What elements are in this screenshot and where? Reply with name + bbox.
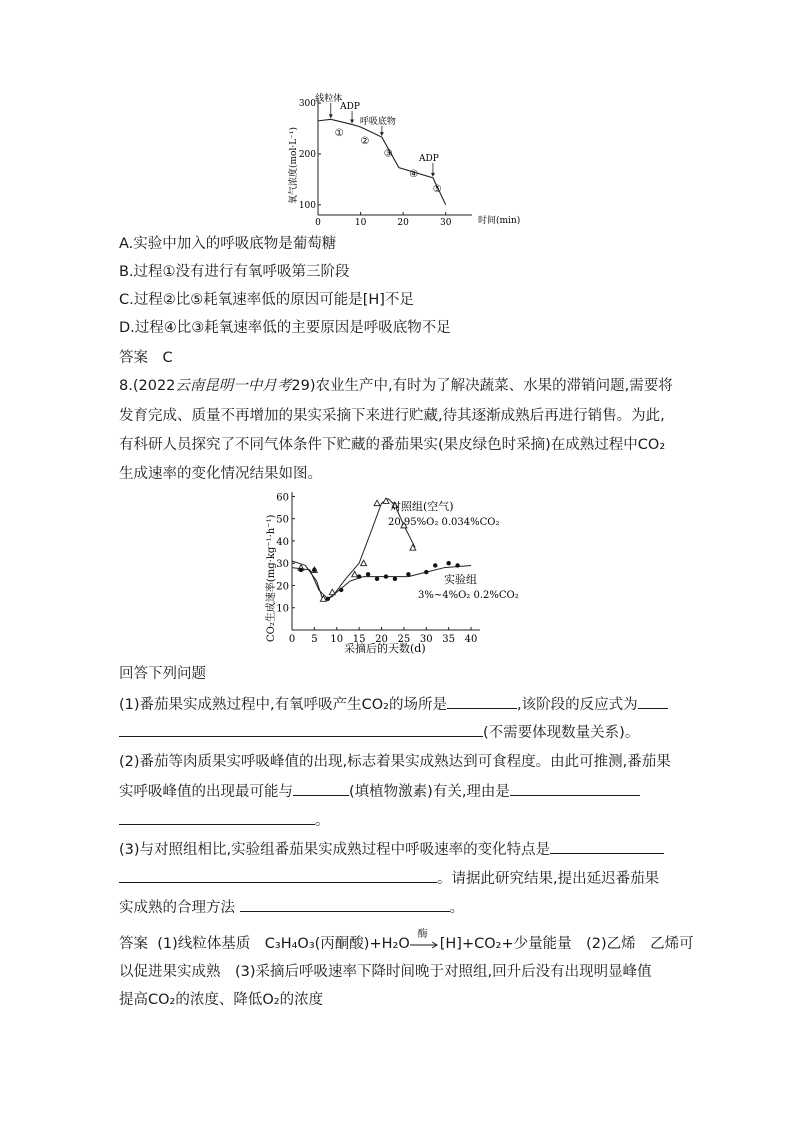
experiment-point (339, 588, 343, 592)
y-tick-label: 200 (298, 149, 316, 160)
option-c: C.过程②比⑤耗氧速率低的原因可能是[H]不足 (119, 292, 414, 308)
question-3-line3 (119, 897, 464, 918)
answer-blank-5[interactable] (510, 781, 640, 796)
x-tick-label: 30 (419, 634, 433, 645)
y-tick-label: 300 (298, 99, 316, 110)
annotation-arrowhead (380, 132, 384, 136)
question-8-line1-rest: 29)农业生产中,有时为了解决蔬菜、水果的滞销问题,需要将 (291, 378, 673, 394)
annotation-label: 呼吸底物 (359, 117, 396, 127)
x-tick-label: 25 (397, 634, 411, 645)
answer-8-part1: (1)线粒体基质 C₃H₄O₃(丙酮酸)+H₂O (157, 936, 410, 952)
experiment-point (446, 561, 450, 565)
question-3-line1 (119, 839, 664, 860)
x-tick-label: 30 (439, 218, 452, 228)
answer-blank-1[interactable] (447, 694, 517, 709)
x-tick-label: 10 (330, 634, 344, 645)
x-tick-label: 20 (397, 218, 409, 228)
question-8-line2: 发育完成、质量不再增加的果实采摘下来进行贮藏,待其逐渐成熟后再进行销售。为此, (119, 408, 665, 424)
x-tick-label: 20 (375, 634, 388, 645)
question-2-text-b: 实呼吸峰值的出现最可能与 (119, 784, 293, 800)
experiment-point (375, 577, 379, 581)
y-tick-label: 10 (276, 603, 289, 615)
question-1-line1 (119, 694, 668, 715)
control-legend-condition: 20.95%O₂ 0.034%CO₂ (388, 517, 500, 528)
experiment-point (393, 577, 397, 581)
question-2-line1: (2)番茄等肉质果实呼吸峰值的出现,标志着果实成熟达到可食程度。由此可推测,番茄果 (119, 754, 671, 770)
experiment-point (299, 568, 303, 572)
experiment-legend-name: 实验组 (444, 573, 477, 586)
annotation-arrowhead (350, 119, 354, 123)
oxygen-chart-marks (315, 92, 445, 205)
segment-label: ④ (409, 168, 419, 180)
x-tick-label: 0 (288, 634, 296, 645)
annotation-arrowhead (329, 114, 333, 118)
y-tick-label: 60 (276, 492, 289, 504)
control-point (374, 500, 380, 506)
questions-intro: 回答下列问题 (119, 666, 206, 682)
answer-8-line1 (119, 929, 694, 954)
oxygen-chart-xlabel: 时间(min) (478, 216, 521, 226)
y-tick-label: 50 (276, 514, 289, 526)
question-8-number: 8.(2022 (119, 378, 176, 394)
experiment-point (366, 572, 370, 576)
experiment-point (455, 563, 459, 567)
question-1-text-a: (1)番茄果实成熟过程中,有氧呼吸产生CO₂的场所是 (119, 697, 447, 713)
answer-blank-9[interactable] (240, 897, 450, 912)
question-2-text-d: 。 (315, 813, 330, 829)
x-tick-label: 5 (311, 634, 318, 645)
co2-chart-ylabel: CO₂生成速率(mg·kg⁻¹·h⁻¹) (266, 514, 277, 642)
control-point (361, 560, 367, 566)
x-tick-label: 10 (354, 218, 367, 228)
answer-8-label: 答案 (119, 936, 148, 952)
segment-label: ③ (383, 148, 393, 160)
experiment-legend-condition: 3%~4%O₂ 0.2%CO₂ (418, 590, 519, 601)
control-legend-name: 对照组(空气) (390, 500, 454, 513)
experiment-point (384, 574, 388, 578)
annotation-arrowhead (431, 173, 435, 177)
x-tick-label: 35 (442, 634, 456, 645)
annotation-label: ADP (340, 102, 360, 112)
answer-8-part2: [H]+CO₂+少量能量 (2)乙烯 乙烯可 (439, 936, 694, 952)
question-8-source: 云南昆明一中月考 (175, 378, 292, 394)
question-3-text-d: 。 (449, 900, 465, 916)
oxygen-chart-ylabel: 氧气浓度(mol·L⁻¹) (289, 126, 299, 204)
question-2-line3 (119, 810, 330, 831)
oxygen-chart (282, 92, 521, 228)
question-1-line2 (119, 722, 639, 743)
answer-8-line3: 提高CO₂的浓度、降低O₂的浓度 (119, 992, 324, 1008)
question-8-line3: 有科研人员探究了不同气体条件下贮藏的番茄果实(果皮绿色时采摘)在成熟过程中CO₂ (119, 437, 666, 453)
question-2-text-c: (填植物激素)有关,理由是 (349, 784, 510, 800)
option-a: A.实验中加入的呼吸底物是葡萄糖 (119, 236, 337, 252)
y-tick-label: 100 (298, 200, 316, 211)
control-point (352, 571, 358, 577)
question-1-text-b: ,该阶段的反应式为 (517, 697, 638, 713)
control-curve (292, 499, 415, 601)
experiment-point (424, 570, 428, 574)
question-1-text-c: (不需要体现数量关系)。 (483, 725, 640, 741)
x-tick-label: 40 (464, 634, 478, 645)
co2-chart (258, 488, 548, 658)
answer-7: 答案 C (119, 350, 173, 366)
option-b: B.过程①没有进行有氧呼吸第三阶段 (119, 264, 350, 280)
segment-label: ⑤ (432, 184, 442, 196)
answer-blank-7[interactable] (550, 839, 664, 854)
question-3-text-c: 实成熟的合理方法 (119, 900, 235, 916)
annotation-label: 线粒体 (315, 94, 343, 104)
question-2-line2 (119, 781, 640, 802)
answer-blank-8[interactable] (119, 868, 437, 883)
question-3-text-a: (3)与对照组相比,实验组番茄果实成熟过程中呼吸速率的变化特点是 (119, 842, 551, 858)
question-8-line1 (119, 376, 673, 396)
segment-label: ② (360, 135, 370, 147)
co2-chart-axes (276, 492, 480, 645)
answer-blank-2[interactable] (638, 694, 668, 709)
co2-chart-xlabel: 采摘后的天数(d) (344, 642, 426, 655)
y-tick-label: 40 (276, 536, 289, 548)
x-tick-label: 15 (352, 634, 366, 645)
x-tick-label: 0 (315, 218, 321, 228)
answer-blank-6[interactable] (119, 810, 315, 825)
segment-label: ① (334, 128, 344, 140)
experiment-point (406, 572, 410, 576)
right-arrow-icon (410, 940, 440, 950)
question-3-text-b: 。请据此研究结果,提出延迟番茄果 (437, 871, 660, 887)
experiment-point (433, 563, 437, 567)
enzyme-label: 酶 (417, 929, 428, 940)
question-3-line2 (119, 868, 659, 889)
annotation-label: ADP (419, 154, 439, 164)
enzyme-arrow (410, 929, 440, 951)
experiment-point (357, 574, 361, 578)
experiment-point (312, 568, 316, 572)
answer-8-line2: 以促进果实成熟 (3)采摘后呼吸速率下降时间晚于对照组,回升后没有出现明显峰值 (119, 964, 652, 980)
answer-blank-4[interactable] (293, 781, 349, 796)
experiment-point (326, 597, 330, 601)
answer-blank-3[interactable] (119, 722, 483, 737)
option-d: D.过程④比③耗氧速率低的主要原因是呼吸底物不足 (119, 320, 451, 336)
question-8-line4: 生成速率的变化情况结果如图。 (119, 466, 322, 482)
y-tick-label: 20 (276, 581, 289, 593)
y-tick-label: 30 (276, 559, 289, 571)
